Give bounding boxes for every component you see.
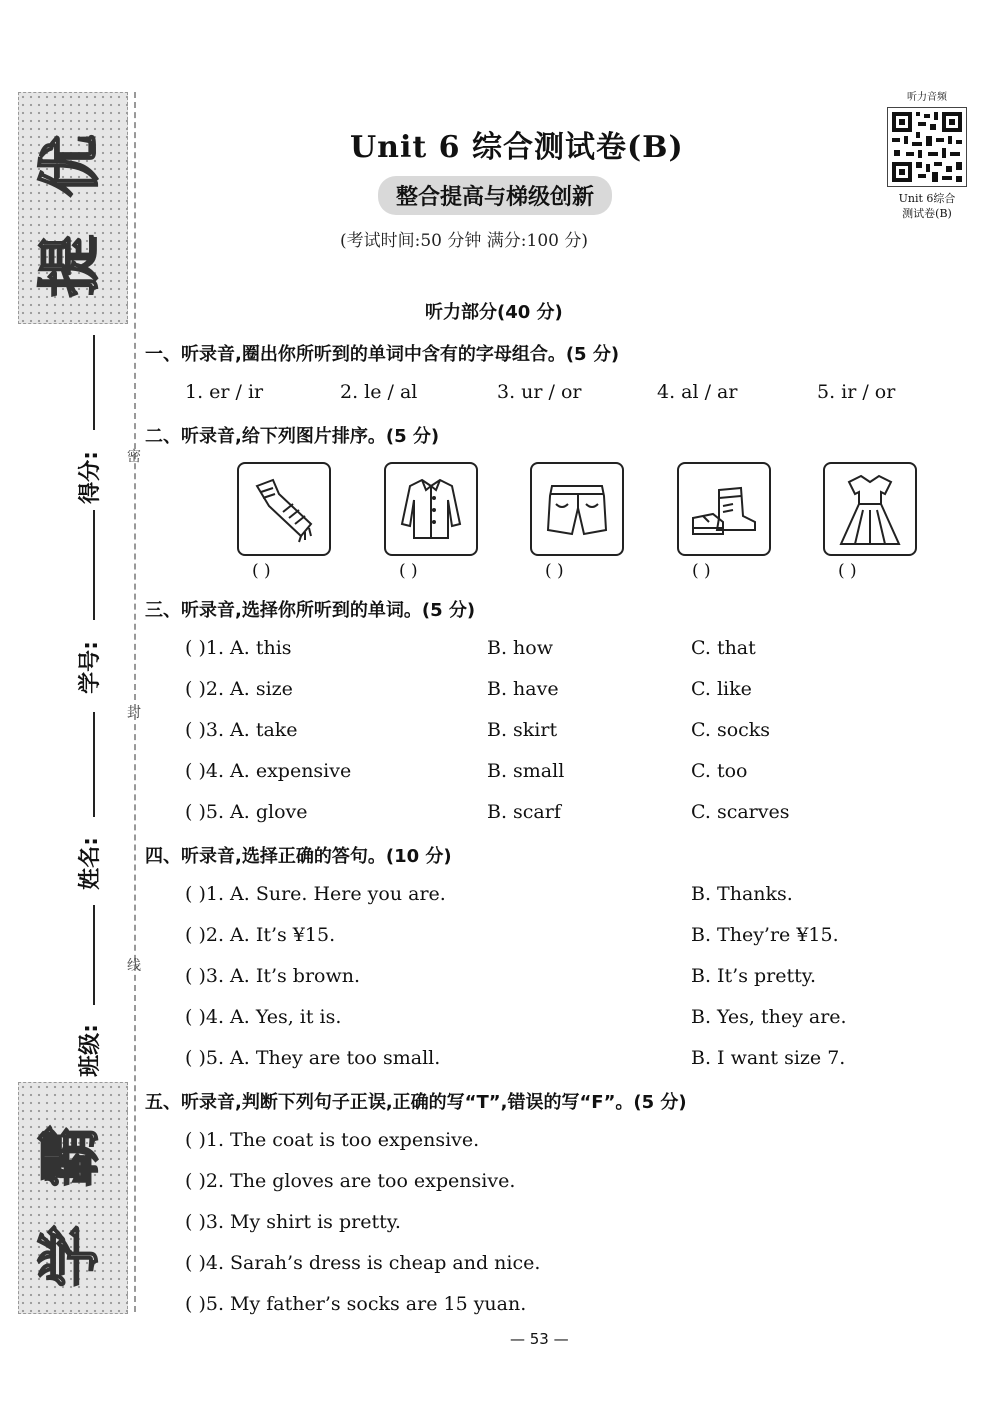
order-blank[interactable]: ( ) xyxy=(399,561,418,581)
shoes-icon xyxy=(679,464,769,554)
side-char-ba: 霸 xyxy=(33,1124,107,1188)
exam-info: (考试时间:50 分钟 满分:100 分) xyxy=(340,231,589,251)
q1-heading: 一、听录音,圈出你所听到的单词中含有的字母组合。(5 分) xyxy=(145,344,620,365)
listening-title: 听力部分(40 分) xyxy=(425,302,563,323)
score-blank[interactable] xyxy=(93,335,95,430)
page-number: — 53 — xyxy=(510,1330,569,1348)
q3-option-a[interactable]: ( )3. A. take xyxy=(185,719,298,741)
q1-item: 4. al / ar xyxy=(657,381,738,403)
side-char-xue: 学 xyxy=(33,1224,107,1288)
q3-option-b: B. small xyxy=(487,760,565,782)
picture-box xyxy=(677,462,771,556)
page-title: Unit 6 综合测试卷(B) xyxy=(350,130,684,165)
q3-option-a[interactable]: ( )4. A. expensive xyxy=(185,760,352,782)
order-blank[interactable]: ( ) xyxy=(692,561,711,581)
seal-char-feng: 封 xyxy=(127,705,141,721)
name-blank[interactable] xyxy=(93,712,95,817)
order-blank[interactable]: ( ) xyxy=(838,561,857,581)
student-number-blank[interactable] xyxy=(93,510,95,620)
q3-option-a[interactable]: ( )1. A. this xyxy=(185,637,292,659)
q3-option-b: B. how xyxy=(487,637,553,659)
q3-option-a[interactable]: ( )5. A. glove xyxy=(185,801,308,823)
dress-icon xyxy=(825,464,915,554)
scarf-icon xyxy=(239,464,329,554)
q3-option-c: C. socks xyxy=(691,719,771,741)
bottom-side-panel xyxy=(18,1082,128,1314)
shorts-icon xyxy=(532,464,622,554)
q4-option-a[interactable]: ( )4. A. Yes, it is. xyxy=(185,1006,342,1028)
q3-option-c: C. that xyxy=(691,637,756,659)
q3-option-a[interactable]: ( )2. A. size xyxy=(185,678,293,700)
q1-item: 5. ir / or xyxy=(817,381,896,403)
class-blank[interactable] xyxy=(93,905,95,1005)
student-number-label: 学号: xyxy=(77,641,103,694)
q5-heading: 五、听录音,判断下列句子正误,正确的写“T”,错误的写“F”。(5 分) xyxy=(145,1092,687,1113)
q1-item: 3. ur / or xyxy=(497,381,582,403)
q4-option-b: B. Thanks. xyxy=(691,883,793,905)
picture-box xyxy=(530,462,624,556)
q4-option-a[interactable]: ( )5. A. They are too small. xyxy=(185,1047,441,1069)
q3-option-c: C. like xyxy=(691,678,752,700)
order-blank[interactable]: ( ) xyxy=(252,561,271,581)
q3-option-b: B. have xyxy=(487,678,559,700)
q4-option-b: B. I want size 7. xyxy=(691,1047,846,1069)
q3-option-c: C. scarves xyxy=(691,801,790,823)
name-label: 姓名: xyxy=(77,837,103,890)
q1-item: 2. le / al xyxy=(340,381,418,403)
picture-box xyxy=(823,462,917,556)
section-banner: 整合提高与梯级创新 xyxy=(378,176,612,215)
q4-option-a[interactable]: ( )1. A. Sure. Here you are. xyxy=(185,883,446,905)
q2-heading: 二、听录音,给下列图片排序。(5 分) xyxy=(145,426,440,447)
picture-box xyxy=(384,462,478,556)
q4-option-b: B. Yes, they are. xyxy=(691,1006,847,1028)
q1-item: 1. er / ir xyxy=(185,381,264,403)
qr-caption-2: 测试卷(B) xyxy=(902,207,952,220)
q5-statement[interactable]: ( )4. Sarah’s dress is cheap and nice. xyxy=(185,1252,541,1274)
seal-char-mi: 密 xyxy=(127,449,141,465)
q4-heading: 四、听录音,选择正确的答句。(10 分) xyxy=(145,846,452,867)
q3-option-b: B. skirt xyxy=(487,719,558,741)
q4-option-a[interactable]: ( )3. A. It’s brown. xyxy=(185,965,361,987)
q4-option-a[interactable]: ( )2. A. It’s ¥15. xyxy=(185,924,336,946)
qr-code-icon[interactable] xyxy=(887,107,967,187)
q5-statement[interactable]: ( )1. The coat is too expensive. xyxy=(185,1129,480,1151)
q4-option-b: B. It’s pretty. xyxy=(691,965,817,987)
seal-char-xian: 线 xyxy=(127,958,141,974)
q5-statement[interactable]: ( )2. The gloves are too expensive. xyxy=(185,1170,516,1192)
q4-option-b: B. They’re ¥15. xyxy=(691,924,839,946)
picture-box xyxy=(237,462,331,556)
side-char-you: 优 xyxy=(33,134,107,198)
q3-option-c: C. too xyxy=(691,760,748,782)
q5-statement[interactable]: ( )5. My father’s socks are 15 yuan. xyxy=(185,1293,527,1315)
side-char-ti: 提 xyxy=(33,234,107,298)
class-label: 班级: xyxy=(77,1024,103,1077)
order-blank[interactable]: ( ) xyxy=(545,561,564,581)
q5-statement[interactable]: ( )3. My shirt is pretty. xyxy=(185,1211,401,1233)
qr-block xyxy=(886,90,968,221)
qr-top-label: 听力音频 xyxy=(907,92,947,103)
shirt-icon xyxy=(386,464,476,554)
top-side-panel xyxy=(18,92,128,324)
qr-caption-1: Unit 6综合 xyxy=(898,192,956,205)
q3-heading: 三、听录音,选择你所听到的单词。(5 分) xyxy=(145,600,476,621)
score-label: 得分: xyxy=(77,451,103,504)
q3-option-b: B. scarf xyxy=(487,801,561,823)
